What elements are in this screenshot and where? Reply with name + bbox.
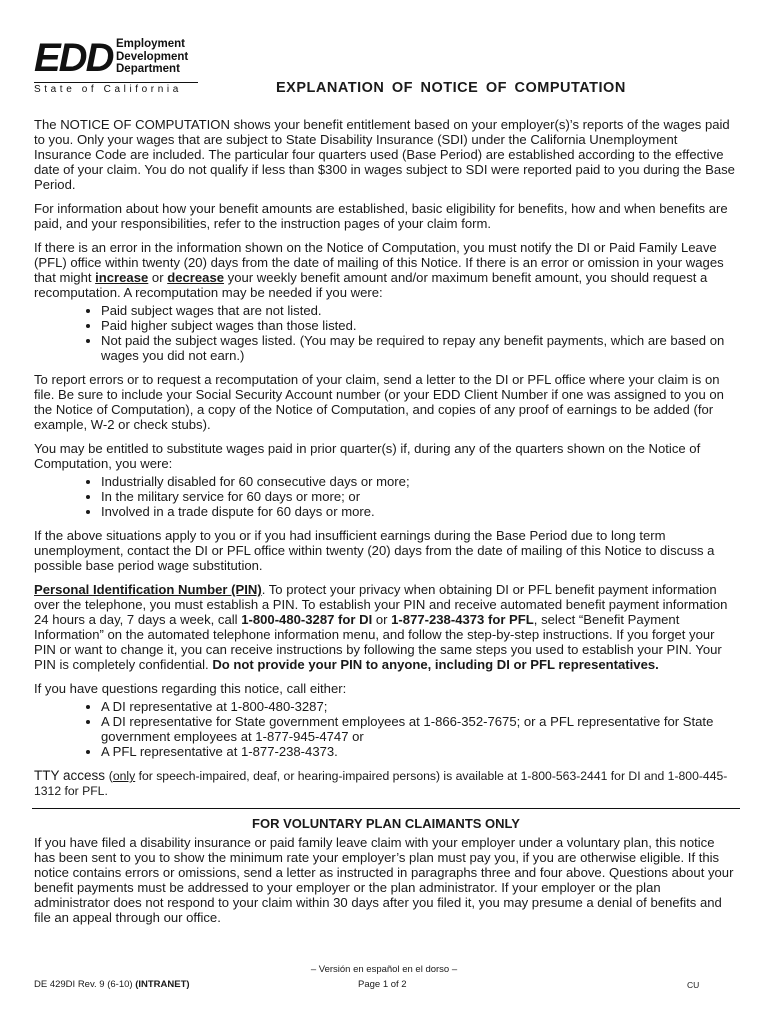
tty-lead: TTY access <box>34 768 109 783</box>
logo-line: Employment <box>116 38 186 50</box>
wage-substitution-paragraph: If the above situations apply to you or if you had insufficient earnings during the Base Period due to long term unemployment, contact the DI or PFL office within twenty (20) days from the date of mailing of this Notice to discuss a possible base period wage substitution. <box>34 528 715 573</box>
decrease-emphasis: decrease <box>167 270 225 285</box>
document-body <box>34 117 738 934</box>
logo-divider <box>34 82 198 83</box>
section-divider <box>32 808 740 809</box>
recompute-reasons-list <box>34 303 738 363</box>
error-text-end: your weekly benefit amount and/or maximum benefit amount, you should request a recomputation. A recomputation may be needed if you were: <box>34 270 708 300</box>
pin-text: . To protect your privacy when obtaining DI or PFL benefit payment information over the telephone, you must establish a PIN. To establish your PIN and receive automated benefit payment information 24 hours a day, 7 days a week, call <box>34 582 728 627</box>
edd-logo <box>34 34 204 96</box>
list-item: • A DI representative for State government employees at 1-866-352-7675; or a PFL representative for State government employees at 1-877-945-4747 or <box>101 714 738 744</box>
footer-code: CU <box>687 980 700 990</box>
voluntary-plan-paragraph: If you have filed a disability insurance or paid family leave claim with your employer under a voluntary plan, this notice has been sent to you to show the minimum rate your employer’s plan must pay you, if you are otherwise eligible. If this notice contains errors or omissions, send a letter as instructed in paragraphs three and four above. Questions about your benefit payments must be addressed to your employer or the plan administrator. If your employer or the plan administrator does not respond to your claim within 30 days after you filed it, you may presume a denial of benefits and file an appeal through our office. <box>34 835 734 925</box>
error-or: or <box>148 270 168 285</box>
substitute-paragraph: You may be entitled to substitute wages paid in prior quarter(s) if, during any of the quarters shown on the Notice of Computation, you were: <box>34 441 701 471</box>
list-item: • A DI representative at 1-800-480-3287; <box>101 699 738 714</box>
questions-paragraph: If you have questions regarding this notice, call either: <box>34 681 347 696</box>
pin-heading: Personal Identification Number (PIN) <box>34 582 262 597</box>
substitute-conditions-list <box>34 474 738 519</box>
info-paragraph: For information about how your benefit amounts are established, basic eligibility for benefits, how and when benefits are paid, and your responsibilities, refer to the instruction pages of your claim form. <box>34 201 728 231</box>
logo-state-of-california: State of California <box>34 84 182 95</box>
pin-warning: Do not provide your PIN to anyone, including DI or PFL representatives. <box>212 657 659 672</box>
pin-paragraph <box>34 582 738 672</box>
logo-line: Department <box>116 63 180 75</box>
form-number-text: DE 429DI Rev. 9 (6-10) <box>34 979 136 990</box>
pin-phone-di: 1-800-480-3287 for DI <box>241 612 373 627</box>
contact-list <box>34 699 738 759</box>
form-number <box>34 979 190 990</box>
report-paragraph: To report errors or to request a recomputation of your claim, send a letter to the DI or PFL office where your claim is on file. Be sure to include your Social Security Account number (or your EDD Client Number if one was assigned to you on the Notice of Computation), a copy of the Notice of Computation, and copies of any proof of earnings to be added (for example, W-2 or check stubs). <box>34 372 724 432</box>
form-tag: (INTRANET) <box>135 979 190 990</box>
intro-paragraph: The NOTICE OF COMPUTATION shows your benefit entitlement based on your employer(s)’s reports of the wages paid to you. Only your wages that are subject to State Disability Insurance (SDI) under the California Unemployment Insurance Code are included. The particular four quarters used (Base Period) are established according to the effective date of your claim. You do not qualify if less than $300 in wages subject to SDI were reported paid to you during the Base Period. <box>34 117 735 192</box>
spanish-version-note: – Versión en español en el dorso – <box>310 964 458 975</box>
list-item: • A PFL representative at 1-877-238-4373. <box>101 744 738 759</box>
tty-text: for speech-impaired, deaf, or hearing-impaired persons) is available at 1-800-563-2441 for DI and 1-800-445-1312 for PFL. <box>34 769 728 798</box>
error-paragraph <box>34 240 738 300</box>
list-item: • Industrially disabled for 60 consecutive days or more; <box>101 474 738 489</box>
error-text-start: If there is an error in the information shown on the Notice of Computation, you must notify the DI or Paid Family Leave (PFL) office within twenty (20) days from the date of mailing of this Notice. If there is an error or omission in your wages that might <box>34 240 724 285</box>
edd-logo-mark: EDD <box>34 36 113 80</box>
list-item: • Not paid the subject wages listed. (You may be required to repay any benefit payments, which are based on wages you did not earn.) <box>101 333 738 363</box>
voluntary-plan-heading: FOR VOLUNTARY PLAN CLAIMANTS ONLY <box>252 816 520 831</box>
pin-phone-pfl: 1-877-238-4373 for PFL <box>391 612 534 627</box>
tty-only: only <box>112 769 136 783</box>
logo-department-name <box>116 38 188 76</box>
logo-line: Development <box>116 50 189 63</box>
tty-paragraph: TTY access (only for speech-impaired, deaf, or hearing-impaired persons) is available at 1-800-563-2441 for DI and 1-800-445-1312 for PFL. <box>34 768 728 798</box>
document-title: EXPLANATION OF NOTICE OF COMPUTATION <box>276 80 626 96</box>
increase-emphasis: increase <box>95 270 149 285</box>
list-item: • Paid subject wages that are not listed. <box>101 303 738 318</box>
list-item: • In the military service for 60 days or more; or <box>101 489 738 504</box>
pin-or: or <box>372 612 392 627</box>
list-item: • Involved in a trade dispute for 60 days or more. <box>101 504 738 519</box>
list-item: • Paid higher subject wages than those listed. <box>101 318 738 333</box>
page-number: Page 1 of 2 <box>358 979 407 990</box>
pin-text-continued: , select “Benefit Payment Information” on the automated telephone information menu, and follow the step-by-step instructions. If you forget your PIN or want to change it, you can receive instructions by following the same steps you used to establish your PIN. Your PIN is completely confidential. <box>34 612 722 672</box>
